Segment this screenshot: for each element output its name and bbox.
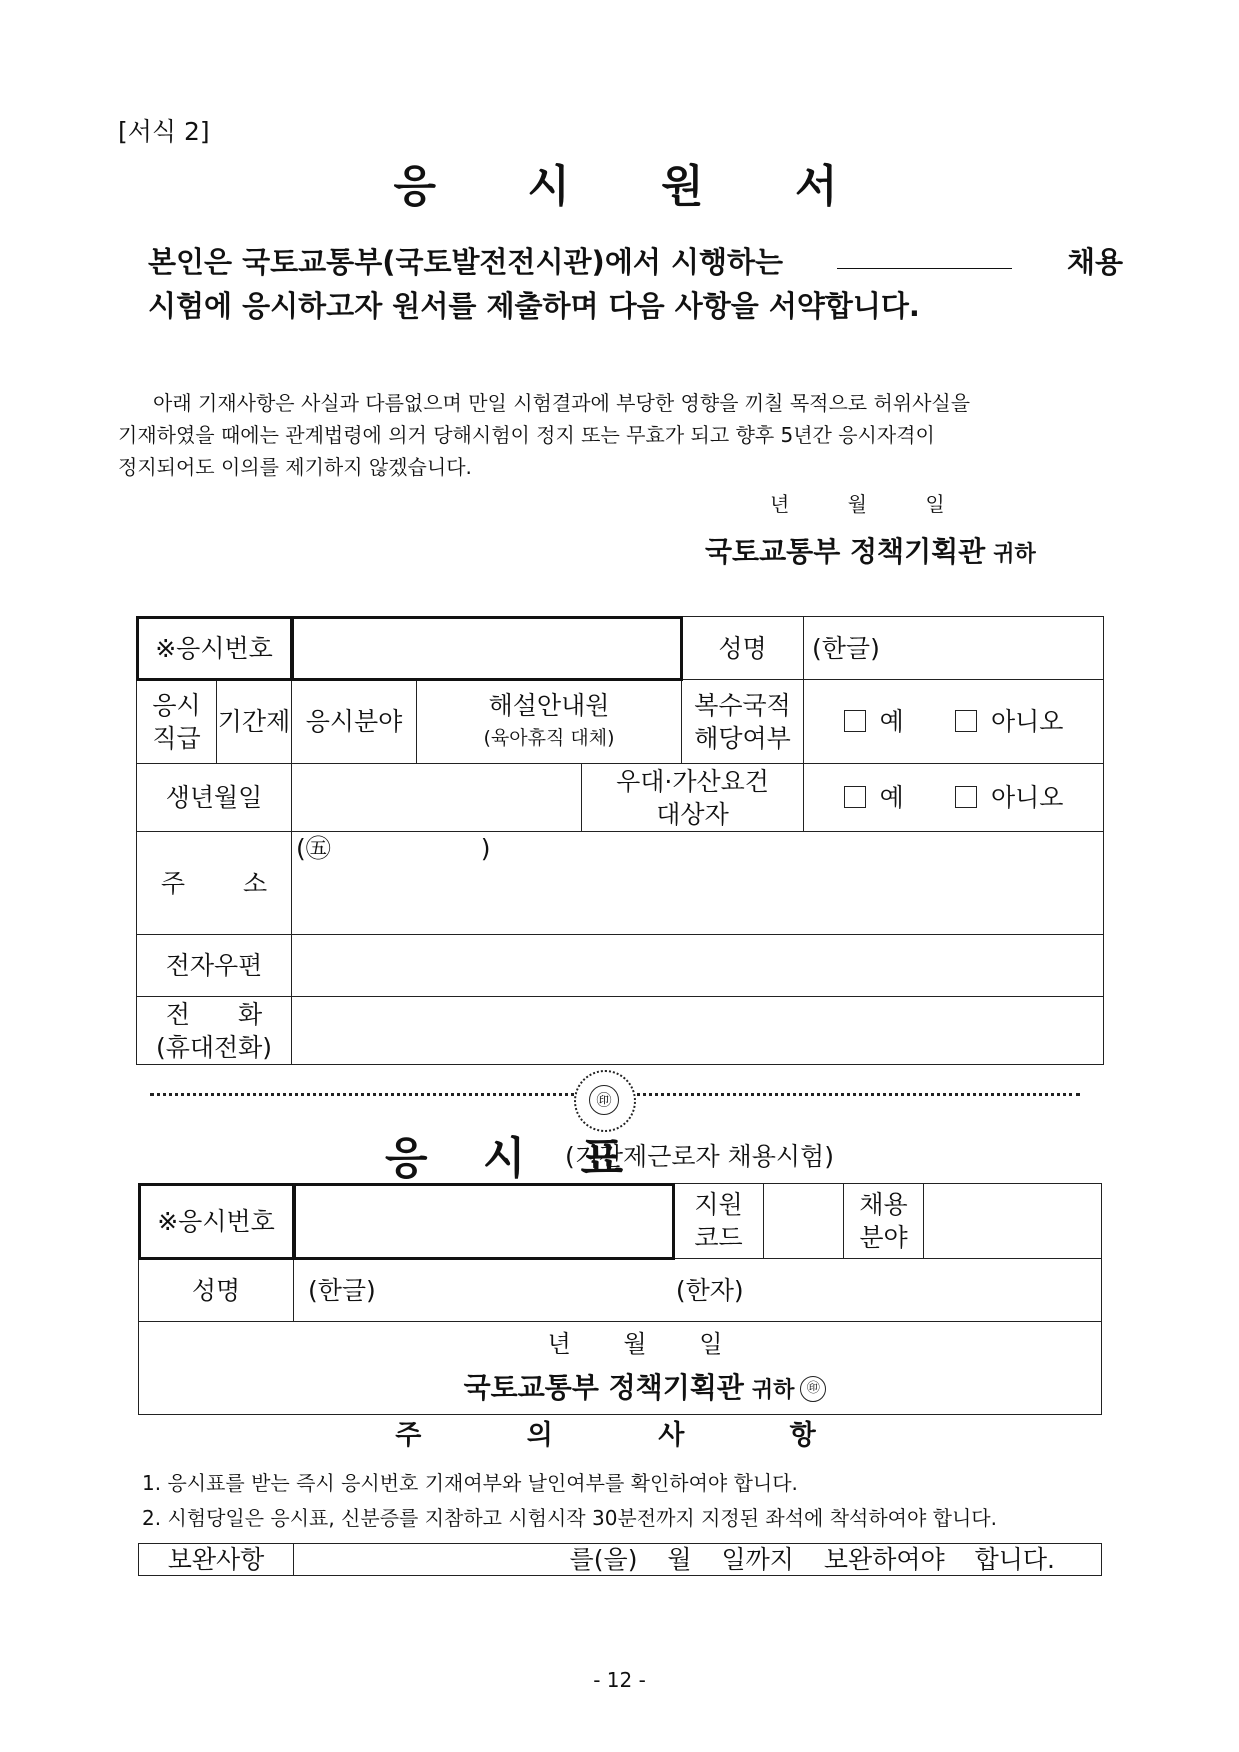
dual-nationality-options xyxy=(804,680,1104,764)
ticket-name-korean-hint: (한글) xyxy=(308,1275,376,1305)
name-korean-hint: (한글) xyxy=(812,633,880,663)
address-label: 주 소 xyxy=(137,832,292,935)
exam-name-blank[interactable] xyxy=(837,240,1012,269)
name-field[interactable] xyxy=(804,617,1104,680)
postal-close: ) xyxy=(480,834,491,863)
email-field[interactable] xyxy=(292,935,1104,997)
name-label: 성명 xyxy=(682,617,804,680)
ticket-addressee-org: 국토교통부 정책기획관 xyxy=(463,1370,744,1404)
intro-line1-after: 채용 xyxy=(1066,245,1123,279)
intro-line2: 시험에 응시하고자 원서를 제출하며 다음 사항을 서약합니다. xyxy=(148,289,920,323)
no-label: 아니오 xyxy=(990,707,1064,736)
addressee-org: 국토교통부 정책기획관 xyxy=(705,535,986,568)
ticket-addressee xyxy=(139,1371,1101,1407)
caution-note-1: 1. 응시표를 받는 즉시 응시번호 기재여부와 날인여부를 확인하여야 합니다. xyxy=(142,1471,798,1495)
exam-number-field[interactable] xyxy=(292,617,682,680)
pledge-line2: 기재하였을 때에는 관계법령에 의거 당해시험이 정지 또는 무효가 되고 향후 5년간 응시자격이 xyxy=(118,423,935,447)
page-title: 응 시 원 서 xyxy=(393,161,876,212)
addressee-honorific: 귀하 xyxy=(993,542,1036,567)
preference-options xyxy=(804,764,1104,832)
field-value: 해설안내원 xyxy=(488,690,610,720)
email-label: 전자우편 xyxy=(137,935,292,997)
ticket-date-line: 년 월 일 xyxy=(547,1329,723,1358)
pledge-line3: 정지되어도 이의를 제기하지 않겠습니다. xyxy=(118,455,472,479)
checkbox[interactable] xyxy=(955,786,977,808)
addressee xyxy=(705,530,1036,570)
ticket-name-field[interactable] xyxy=(294,1259,1102,1322)
position-label: 응시 직급 xyxy=(137,680,217,764)
seal-icon: ㊞ xyxy=(800,1376,826,1402)
supplement-table xyxy=(138,1543,1102,1576)
address-field[interactable] xyxy=(292,832,1104,935)
hire-field-label: 채용 분야 xyxy=(844,1184,924,1259)
phone-label xyxy=(137,997,292,1065)
birth-label: 생년월일 xyxy=(137,764,292,832)
phone-label-1: 전 화 xyxy=(165,999,263,1029)
form-label: [서식 2] xyxy=(118,117,210,146)
ticket-table xyxy=(138,1183,1102,1415)
dual-nationality-label: 복수국적 해당여부 xyxy=(682,680,804,764)
intro-statement xyxy=(148,240,1123,328)
birth-field[interactable] xyxy=(292,764,582,832)
ticket-name-hanja-hint: (한자) xyxy=(675,1275,744,1305)
no-label: 아니오 xyxy=(990,783,1064,812)
field-note: (육아휴직 대체) xyxy=(483,726,615,749)
intro-line1-before: 본인은 국토교통부(국토발전전시관)에서 시행하는 xyxy=(148,245,783,279)
position-value: 기간제 xyxy=(217,680,292,764)
ticket-title: 응 시 표 xyxy=(385,1133,644,1184)
hire-field-field[interactable] xyxy=(924,1184,1102,1259)
caution-note-2: 2. 시험당일은 응시표, 신분증를 지참하고 시험시작 30분전까지 지정된 좌석에 착석하여야 합니다. xyxy=(142,1506,997,1530)
checkbox[interactable] xyxy=(844,710,866,732)
preference-label-1: 우대·가산요건 xyxy=(616,766,769,796)
pref-no-option[interactable] xyxy=(955,781,1063,814)
application-table xyxy=(136,616,1104,1065)
dual-yes-option[interactable] xyxy=(844,705,904,738)
field-label: 응시분야 xyxy=(292,680,417,764)
page-number: - 12 - xyxy=(593,1668,646,1692)
pledge-text xyxy=(118,387,1126,483)
phone-field[interactable] xyxy=(292,997,1104,1065)
exam-number-label: ※응시번호 xyxy=(137,617,292,680)
ticket-subtitle: (기간제근로자 채용시험) xyxy=(565,1142,834,1171)
dual-no-option[interactable] xyxy=(955,705,1063,738)
pledge-line1: 아래 기재사항은 사실과 다름없으며 만일 시험결과에 부당한 영향을 끼칠 목적으로 허위사실을 xyxy=(153,391,971,415)
pref-yes-option[interactable] xyxy=(844,781,904,814)
checkbox[interactable] xyxy=(844,786,866,808)
preference-label xyxy=(582,764,804,832)
caution-title: 주 의 사 항 xyxy=(395,1420,864,1451)
supplement-label: 보완사항 xyxy=(139,1544,294,1576)
preference-label-2: 대상자 xyxy=(656,799,729,829)
phone-label-2: (휴대전화) xyxy=(155,1032,273,1062)
supplement-text[interactable]: 를(을) 월 일까지 보완하여야 합니다. xyxy=(294,1544,1102,1576)
ticket-name-label: 성명 xyxy=(139,1259,294,1322)
support-code-field[interactable] xyxy=(764,1184,844,1259)
yes-label: 예 xyxy=(879,783,904,812)
ticket-exam-number-field[interactable] xyxy=(294,1184,674,1259)
support-code-label: 지원 코드 xyxy=(674,1184,764,1259)
ticket-sign-cell xyxy=(139,1322,1102,1415)
yes-label: 예 xyxy=(879,707,904,736)
postal-hint: (㊄ xyxy=(296,834,331,863)
checkbox[interactable] xyxy=(955,710,977,732)
ticket-addressee-honorific: 귀하 xyxy=(751,1377,795,1403)
seal-icon: ㊞ xyxy=(589,1085,619,1115)
date-line: 년 월 일 xyxy=(770,492,945,516)
ticket-exam-number-label: ※응시번호 xyxy=(139,1184,294,1259)
field-value-cell xyxy=(417,680,682,764)
